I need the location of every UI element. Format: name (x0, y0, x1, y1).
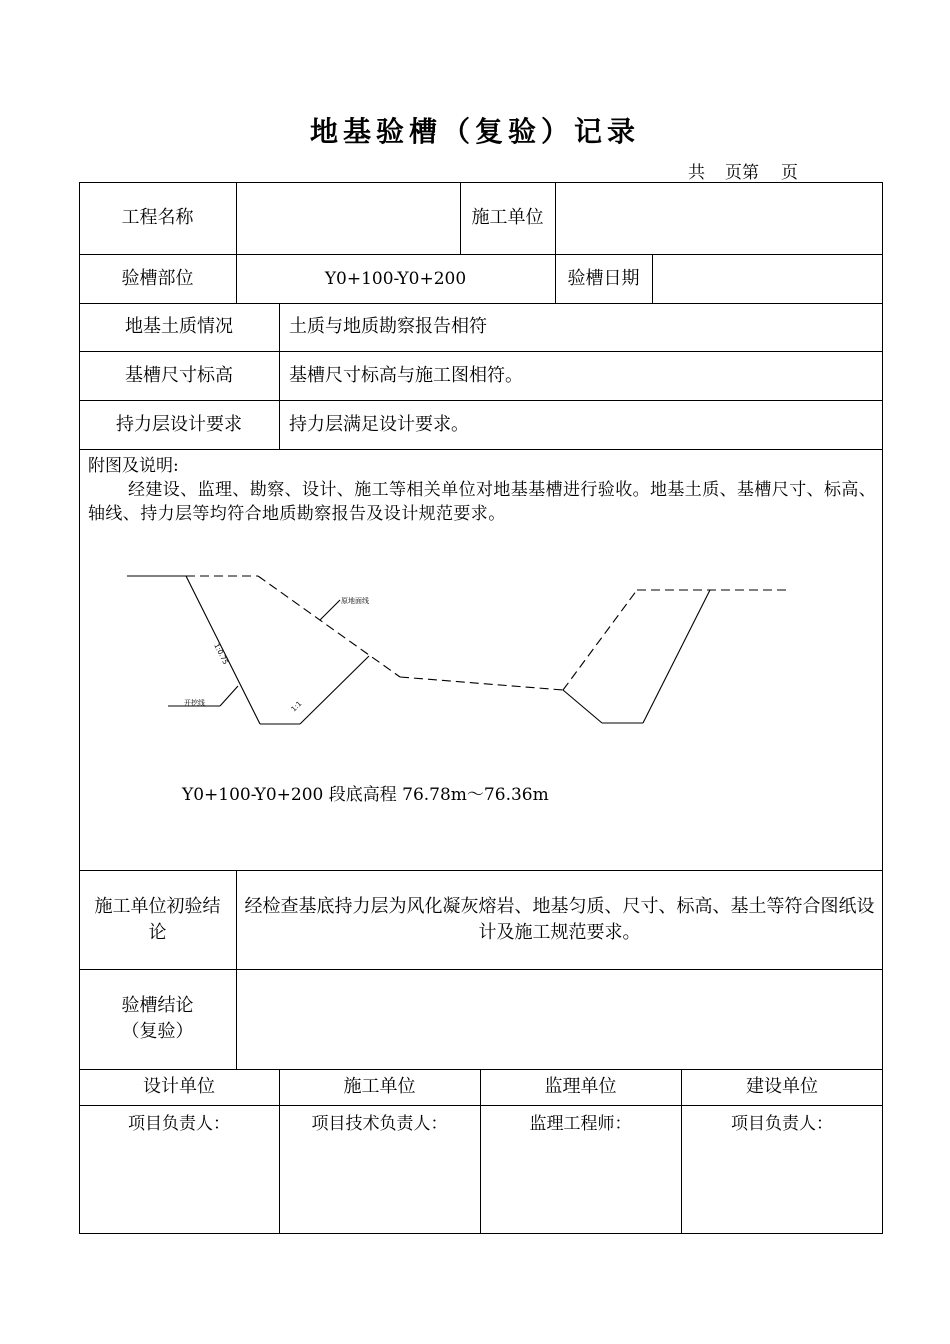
excavation-slope-inner (300, 656, 369, 724)
sign-unit-owner: 建设单位 (746, 1076, 818, 1097)
page-number-label: 页第 (725, 163, 759, 183)
excavation-slope-right-inner (563, 690, 602, 723)
notes-text[interactable]: 经建设、监理、勘察、设计、施工等相关单位对地基基槽进行验收。地基土质、基槽尺寸、标高、轴线、持力层等均符合地质勘察报告及设计规范要求。 (88, 480, 877, 524)
recheck-label-line2: （复验） (121, 1021, 194, 1042)
sign-unit-design: 设计单位 (143, 1076, 215, 1097)
bearing-layer-field[interactable]: 持力层满足设计要求。 (289, 413, 469, 435)
original-ground-label: 原地面线 (341, 597, 369, 605)
soil-condition-field[interactable]: 土质与地质勘察报告相符 (289, 316, 487, 337)
total-pages-label: 共 (688, 163, 705, 183)
construction-unit-label: 施工单位 (471, 207, 544, 228)
soil-condition-label: 地基土质情况 (125, 316, 233, 337)
sign-role-construction[interactable]: 项目技术负责人： (311, 1114, 448, 1134)
slope-label-1: 1:0.75 (212, 642, 230, 666)
trench-size-field[interactable]: 基槽尺寸标高与施工图相符。 (289, 364, 523, 386)
bearing-layer-label: 持力层设计要求 (116, 413, 242, 435)
initial-check-label: 施工单位初验结论 (94, 895, 221, 943)
notes-label: 附图及说明: (88, 456, 179, 476)
excavation-slope-right (643, 590, 710, 723)
original-ground-rise (563, 590, 637, 690)
page-title: 地基验槽（复验）记录 (309, 115, 640, 148)
page-end-label: 页 (781, 163, 798, 183)
inspection-date-label: 验槽日期 (567, 267, 640, 289)
inspection-location-field[interactable]: Y0+100-Y0+200 (324, 268, 467, 289)
original-ground-bottom (400, 677, 563, 690)
trench-size-label: 基槽尺寸标高 (125, 364, 233, 386)
initial-check-field[interactable]: 经检查基底持力层为风化凝灰熔岩、地基匀质、尺寸、标高、基土等符合图纸设计及施工规范要求。 (244, 895, 875, 943)
sign-role-design[interactable]: 项目负责人： (128, 1114, 230, 1134)
leader-original-ground (320, 600, 340, 620)
slope-label-2: 1:1 (289, 699, 304, 714)
original-ground-slope (258, 576, 400, 677)
sign-unit-construction: 施工单位 (343, 1076, 416, 1097)
leader-excavation-diag (220, 686, 238, 706)
sign-role-supervision[interactable]: 监理工程师： (529, 1114, 632, 1134)
recheck-label (79, 969, 236, 1069)
recheck-field[interactable] (236, 969, 883, 1069)
excavation-line-label: 开挖线 (184, 699, 205, 707)
inspection-location-label: 验槽部位 (121, 267, 194, 289)
project-name-label: 工程名称 (121, 207, 194, 228)
recheck-label-line1: 验槽结论 (121, 995, 194, 1016)
sign-unit-supervision: 监理单位 (544, 1076, 617, 1097)
sign-role-owner[interactable]: 项目负责人： (731, 1114, 833, 1134)
diagram-caption: Y0+100-Y0+200 段底高程 76.78m～76.36m (182, 785, 549, 805)
